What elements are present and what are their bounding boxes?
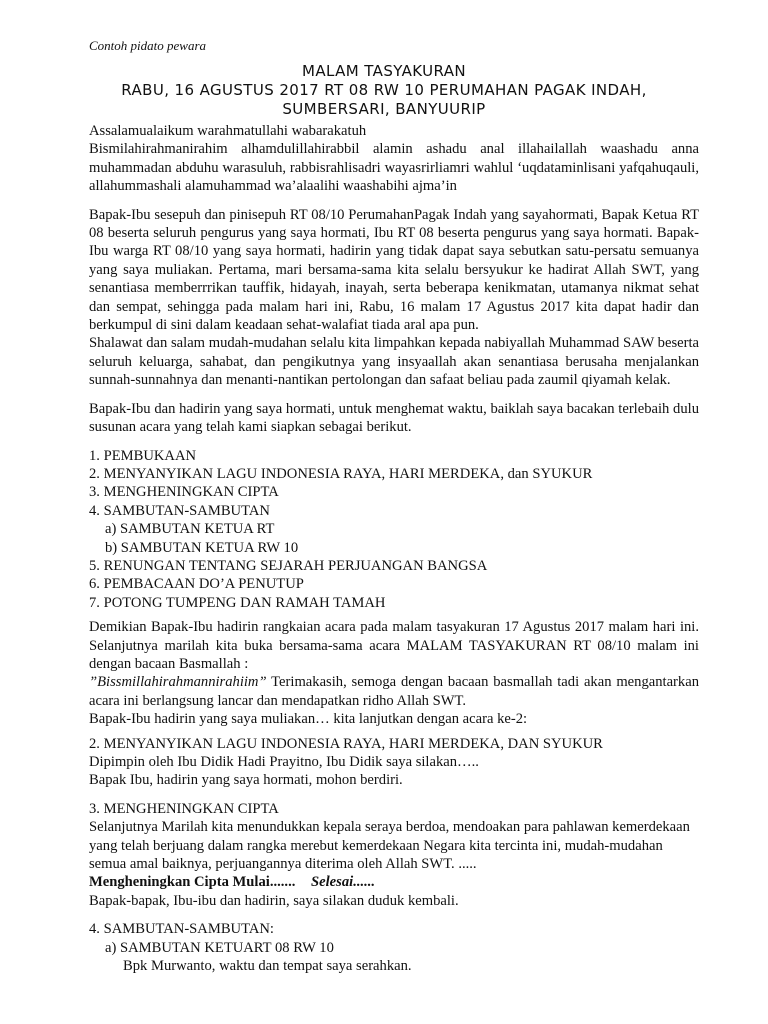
transition-line: Bapak-Ibu hadirin yang saya muliakan… kita lanjutkan dengan acara ke-2: <box>89 711 528 728</box>
section-3-bold-line <box>89 873 699 891</box>
agenda-item: 5. RENUNGAN TENTANG SEJARAH PERJUANGAN BANGSA <box>89 557 488 574</box>
basmallah-follow: Terimakasih, semoga dengan bacaan basmallah tadi akan mengantarkan acara ini berlangsung lancar dan mendapatkan ridho Allah SWT. <box>89 674 699 709</box>
agenda-item: 1. PEMBUKAAN <box>89 447 197 464</box>
section-4-subheading: a) SAMBUTAN KETUART 08 RW 10 <box>105 939 334 956</box>
section-2-line: Dipimpin oleh Ibu Didik Hadi Prayitno, Ibu Didik saya silakan….. <box>89 754 479 770</box>
agenda-item: 7. POTONG TUMPENG DAN RAMAH TAMAH <box>89 594 386 611</box>
section-3-heading: 3. MENGHENINGKAN CIPTA <box>89 800 279 817</box>
title-line-3: SUMBERSARI, BANYUURIP <box>282 100 486 118</box>
paragraph-agenda-intro: Bapak-Ibu dan hadirin yang saya hormati, untuk menghemat waktu, baiklah saya bacakan terlebaih dulu susunan acara yang telah kami siapkan sebagai berikut. <box>89 400 699 436</box>
paragraph-greeting: Bapak-Ibu sesepuh dan pinisepuh RT 08/10 PerumahanPagak Indah yang sayahormati, Bapak Ketua RT 08 beserta seluruh pengurus yang saya hormati, Ibu RT 08 beserta pengurus yang saya hormati. Bapak-Ibu warga RT 08/10 yang saya hormati, hadirin yang tidak dapat saya sebutkan satu-persatu semuanya yang saya muliakan. Pertama, mari bersama-sama kita selalu bersyukur ke hadirat Allah SWT, yang senantiasa memberrrikan tauffik, hidayah, inayah, serta beberapa kenikmatan, utamanya nikmat sehat dan sempat, sehingga pada malam hari ini, Rabu, 16 malam 17 Agustus 2017 kita dapat hadir dan berkumpul di sini dalam keadaan sehat-walafiat tiada aral apa pun. <box>89 206 699 334</box>
salam: Assalamualaikum warahmatullahi wabarakatuh <box>89 123 367 139</box>
document-body <box>89 122 699 975</box>
mengheningkan-start: Mengheningkan Cipta Mulai....... <box>89 874 296 891</box>
basmallah-text: ”Bissmillahirahmannirahiim” <box>89 674 267 691</box>
paragraph-shalawat: Shalawat dan salam mudah-mudahan selalu kita limpahkan kepada nabiyallah Muhammad SAW beserta seluruh keluarga, sahabat, dan pengikutnya yang insyaallah akan senantiasa berusaha menjalankan sunnah-sunnahnya dan menanti-nantikan pertolongan dan safaat beliau pada zaumil qiyamah kelak. <box>89 335 699 389</box>
section-4-text: Bpk Murwanto, waktu dan tempat saya serahkan. <box>123 958 412 975</box>
agenda-subitem: a) SAMBUTAN KETUA RT <box>105 521 275 538</box>
section-3-text: Selanjutnya Marilah kita menundukkan kepala seraya berdoa, mendoakan para pahlawan kemerdekaan yang telah berjuang dalam rangka merebut kemerdekaan Negara kita tercinta ini, mudah-mudahan semua amal baiknya, perjuangannya diterima oleh Allah SWT. ..... <box>89 819 690 873</box>
header-note: Contoh pidato pewara <box>89 38 207 53</box>
opening-doa: Bismilahirahmanirahim alhamdulillahirabbil alamin ashadu anal illahailallah waashadu anna muhammadan abduhu warasuluh, rabbisrahlisadri wayasrirliamri wahlul ‘uqdataminlisani yafqahuqauli, allahummashali alamuhammad wa’alaalihi waashabihi ajma’in <box>89 141 699 195</box>
agenda-item: 6. PEMBACAAN DO’A PENUTUP <box>89 576 304 593</box>
agenda-item: 2. MENYANYIKAN LAGU INDONESIA RAYA, HARI MERDEKA, dan SYUKUR <box>89 465 593 482</box>
section-2-heading: 2. MENYANYIKAN LAGU INDONESIA RAYA, HARI MERDEKA, DAN SYUKUR <box>89 735 603 752</box>
document-title <box>89 62 679 119</box>
agenda-item: 4. SAMBUTAN-SAMBUTAN <box>89 502 270 519</box>
title-line-1: MALAM TASYAKURAN <box>301 62 467 80</box>
agenda-list <box>89 447 699 613</box>
section-4-heading: 4. SAMBUTAN-SAMBUTAN: <box>89 921 274 938</box>
basmallah-paragraph <box>89 673 699 710</box>
section-3-after: Bapak-bapak, Ibu-ibu dan hadirin, saya silakan duduk kembali. <box>89 892 459 909</box>
agenda-item: 3. MENGHENINGKAN CIPTA <box>89 484 279 501</box>
agenda-subitem: b) SAMBUTAN KETUA RW 10 <box>105 539 299 556</box>
section-2-line: Bapak Ibu, hadirin yang saya hormati, mohon berdiri. <box>89 772 403 789</box>
mengheningkan-end: Selesai...... <box>311 874 376 891</box>
title-line-2: RABU, 16 AGUSTUS 2017 RT 08 RW 10 PERUMAHAN PAGAK INDAH, <box>121 81 647 99</box>
closing-paragraph: Demikian Bapak-Ibu hadirin rangkaian acara pada malam tasyakuran 17 Agustus 2017 malam hari ini. Selanjutnya marilah kita buka bersama-sama acara MALAM TASYAKURAN RT 08/10 malam ini dengan bacaan Basmallah : <box>89 619 699 672</box>
